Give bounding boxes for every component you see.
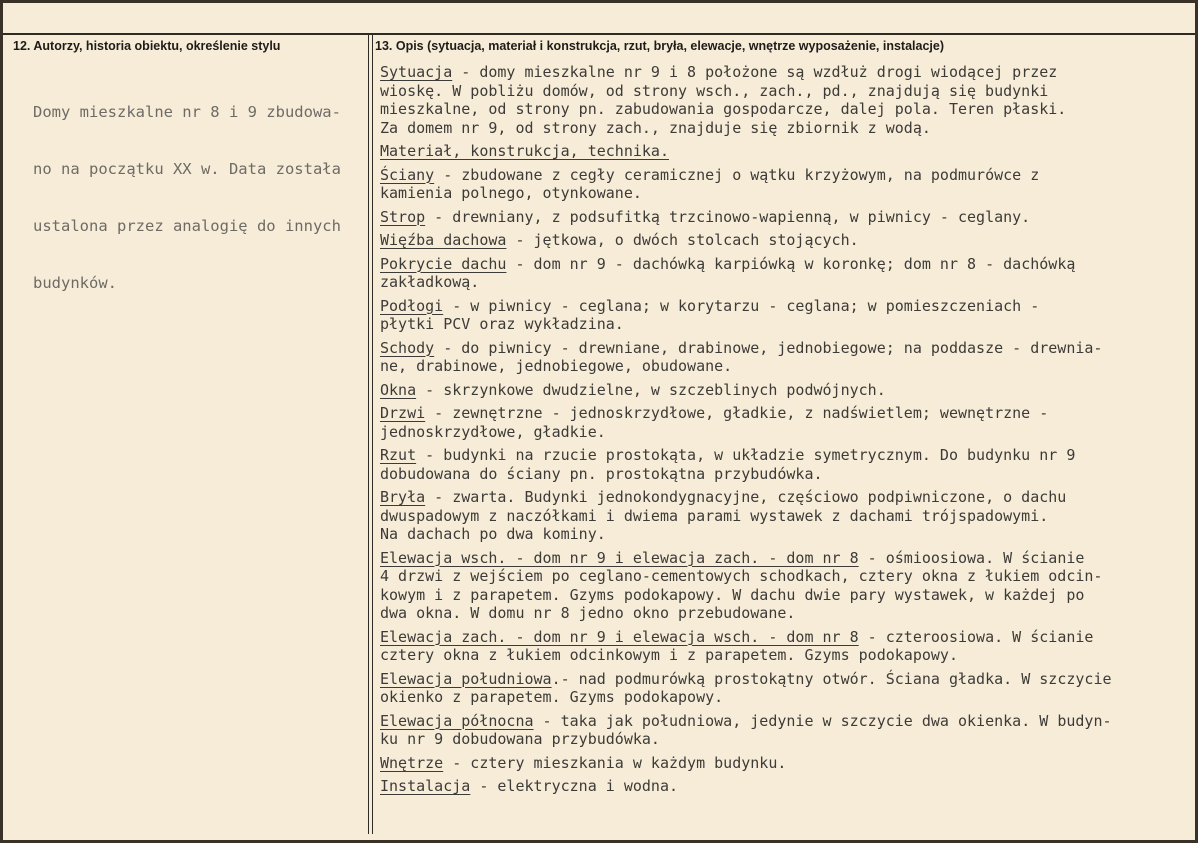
description-line — [380, 315, 1195, 334]
description-line — [380, 142, 1195, 161]
section-label: Podłogi — [380, 296, 444, 315]
section-label: Ściany — [380, 165, 435, 184]
section-label: Instalacja — [380, 777, 471, 795]
description-paragraph — [380, 712, 1195, 749]
section-text: - czteroosiowa. W ścianie — [858, 627, 1094, 646]
section-label: Bryła — [380, 488, 426, 506]
description-line — [380, 119, 1195, 138]
description-paragraph — [380, 297, 1195, 334]
description-line — [380, 777, 1195, 796]
description-paragraph — [380, 142, 1195, 161]
section-label: Sytuacja — [380, 63, 453, 81]
description-line — [380, 712, 1195, 731]
section-text: zakładkową. — [380, 273, 480, 291]
section-text: - budynki na rzucie prostokąta, w układzie symetrycznym. Do budynku nr 9 — [416, 446, 1076, 464]
section-text: - zbudowane z cegły ceramicznej o wątku krzyżowym, na podmurówce z — [434, 165, 1040, 184]
section-text: - drewniany, z podsufitką trzcinowo-wapienną, w piwnicy - ceglany. — [425, 207, 1031, 226]
section-text: - w piwnicy - ceglana; w korytarzu - ceglana; w pomieszczeniach - — [443, 296, 1040, 315]
description-line — [380, 604, 1195, 623]
description-line — [380, 208, 1195, 227]
section-label: Elewacja północna — [380, 711, 534, 730]
description-line — [380, 231, 1195, 250]
section-text: kowym i z parapetem. Gzyms podokapowy. W dachu dwie pary wystawek, w każdej po — [380, 585, 1085, 604]
description-line — [380, 404, 1195, 423]
description-paragraph — [380, 628, 1195, 665]
description-line — [380, 166, 1195, 185]
description-line — [380, 507, 1195, 526]
section-text: dwa okna. W domu nr 8 jedno okno przebudowane. — [380, 604, 796, 622]
section-label: Rzut — [380, 446, 417, 464]
description-paragraph — [380, 754, 1195, 773]
section-label: Okna — [380, 380, 417, 399]
section-label: Materiał, konstrukcja, technika. — [380, 142, 669, 160]
section-text: .- nad podmurówką prostokątny otwór. Ściana gładka. W szczycie — [551, 669, 1112, 688]
description-line — [380, 357, 1195, 376]
section-text: - zewnętrzne - jednoskrzydłowe, gładkie, z nadświetlem; wewnętrzne - — [425, 404, 1049, 422]
description-paragraph — [380, 446, 1195, 483]
section-text: - skrzynkowe dwudzielne, w szczeblinych podwójnych. — [416, 380, 886, 399]
section-text: okienko z parapetem. Gzyms podokapowy. — [380, 688, 724, 706]
description-line — [380, 525, 1195, 544]
section-text: - ośmioosiowa. W ścianie — [858, 548, 1085, 567]
description-line — [380, 730, 1195, 749]
history-line: no na początku XX w. Data została — [33, 160, 341, 178]
history-text — [33, 65, 363, 331]
section-text: - jętkowa, o dwóch stolcach stojących. — [506, 231, 859, 249]
description-line — [380, 465, 1195, 484]
column-divider — [368, 35, 373, 834]
history-line: Domy mieszkalne nr 8 i 9 zbudowa- — [33, 103, 341, 121]
top-rule — [3, 33, 1195, 35]
section-text: ku nr 9 dobudowana przybudówka. — [380, 730, 660, 748]
section-label: Pokrycie dachu — [380, 254, 507, 273]
section-label: Elewacja zach. - dom nr 9 i elewacja wsch. - dom nr 8 — [380, 627, 859, 646]
section-label: Elewacja południowa — [380, 669, 552, 688]
section-text: jednoskrzydłowe, gładkie. — [380, 422, 606, 441]
description-line — [380, 646, 1195, 665]
section-label: Elewacja wsch. - dom nr 9 i elewacja zach. - dom nr 8 — [380, 548, 859, 567]
description-line — [380, 273, 1195, 292]
description-line — [380, 628, 1195, 647]
description-line — [380, 339, 1195, 358]
section-text: - domy mieszkalne nr 9 i 8 położone są wzdłuż drogi wiodącej przez — [452, 63, 1058, 81]
section-text: dwuspadowym z naczółkami i dwiema parami wystawek z dachami trójspadowymi. — [380, 506, 1049, 525]
description-paragraph — [380, 488, 1195, 544]
description-paragraph — [380, 404, 1195, 441]
description-paragraph — [380, 231, 1195, 250]
description-line — [380, 297, 1195, 316]
section-text: mieszkalne, od strony pn. zabudowania gospodarcze, dalej pola. Teren płaski. — [380, 100, 1067, 118]
description-paragraph — [380, 549, 1195, 623]
description-text — [380, 63, 1195, 801]
description-line — [380, 670, 1195, 689]
section-text: - dom nr 9 - dachówką karpiówką w koronkę; dom nr 8 - dachówką — [506, 254, 1076, 273]
description-paragraph — [380, 255, 1195, 292]
section-text: cztery okna z łukiem odcinkowym i z parapetem. Gzyms podokapowy. — [380, 646, 958, 664]
description-line — [380, 423, 1195, 442]
section-text: - do piwnicy - drewniane, drabinowe, jednobiegowe; na poddasze - drewnia- — [434, 338, 1103, 357]
description-line — [380, 63, 1195, 82]
section-text: - taka jak południowa, jedynie w szczycie dwa okienka. W budyn- — [533, 711, 1112, 730]
section-text: płytki PCV oraz wykładzina. — [380, 315, 624, 333]
description-line — [380, 184, 1195, 203]
description-paragraph — [380, 208, 1195, 227]
description-line — [380, 688, 1195, 707]
section-text: dobudowana do ściany pn. prostokątna przybudówka. — [380, 464, 823, 483]
description-line — [380, 586, 1195, 605]
section-text: ne, drabinowe, jednobiegowe, obudowane. — [380, 357, 733, 375]
section-text: - zwarta. Budynki jednokondygnacyjne, częściowo podpiwniczone, o dachu — [425, 488, 1067, 506]
description-line — [380, 381, 1195, 400]
description-line — [380, 549, 1195, 568]
section-text: - cztery mieszkania w każdym budynku. — [443, 753, 787, 772]
section-text: - elektryczna i wodna. — [470, 777, 679, 795]
section-text: 4 drzwi z wejściem po ceglano-cementowych schodkach, cztery okna z łukiem odcin- — [380, 567, 1103, 585]
description-line — [380, 100, 1195, 119]
section-label: Strop — [380, 207, 426, 226]
section-13-header: 13. Opis (sytuacja, materiał i konstrukcja, rzut, bryła, elewacje, wnętrze wyposażenie, instalacje) — [375, 39, 944, 53]
description-line — [380, 82, 1195, 101]
section-label: Więźba dachowa — [380, 231, 507, 249]
section-text: Za domem nr 9, od strony zach., znajduje się zbiornik z wodą. — [380, 118, 931, 137]
history-line: ustalona przez analogię do innych — [33, 217, 341, 235]
description-paragraph — [380, 166, 1195, 203]
section-text: wioskę. W pobliżu domów, od strony wsch., zach., pd., znajdują się budynki — [380, 81, 1049, 100]
section-text: Na dachach po dwa kominy. — [380, 525, 606, 543]
description-line — [380, 446, 1195, 465]
description-paragraph — [380, 381, 1195, 400]
section-label: Wnętrze — [380, 753, 444, 772]
description-line — [380, 754, 1195, 773]
section-label: Schody — [380, 338, 435, 357]
description-paragraph — [380, 777, 1195, 796]
history-line: budynków. — [33, 274, 117, 292]
section-label: Drzwi — [380, 404, 426, 422]
description-paragraph — [380, 63, 1195, 137]
section-text: kamienia polnego, otynkowane. — [380, 184, 642, 202]
description-paragraph — [380, 670, 1195, 707]
description-line — [380, 488, 1195, 507]
description-line — [380, 255, 1195, 274]
section-12-header: 12. Autorzy, historia obiektu, określenie stylu — [13, 39, 281, 53]
description-line — [380, 567, 1195, 586]
description-paragraph — [380, 339, 1195, 376]
